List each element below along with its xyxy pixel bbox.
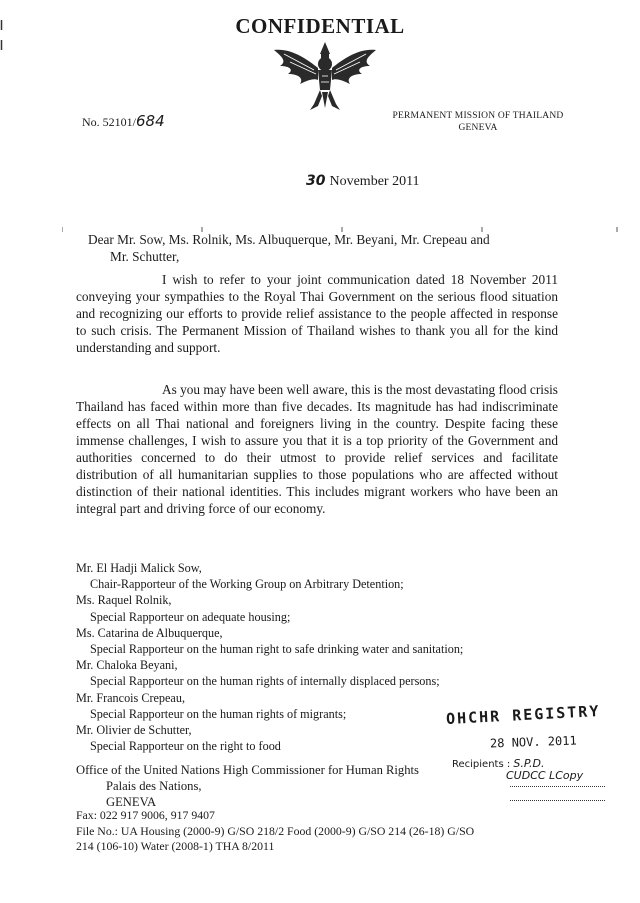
garuda-emblem-icon (270, 40, 380, 112)
stamp-dotted-line (510, 800, 605, 802)
file-line-1: File No.: UA Housing (2000-9) G/SO 218/2 Food (2000-9) G/SO 214 (26-18) G/SO (76, 823, 475, 838)
salutation-line-1: Dear Mr. Sow, Ms. Rolnik, Ms. Albuquerque, Mr. Beyani, Mr. Crepeau and (88, 232, 490, 247)
addressee-list (76, 560, 463, 754)
addressee-title: Special Rapporteur on the human right to safe drinking water and sanitation; (90, 642, 464, 657)
copy-handwritten: CUDCC LCopy (506, 769, 584, 782)
stamp-dotted-line (510, 786, 605, 788)
addressee-title: Special Rapporteur on the human rights of internally displaced persons; (90, 674, 440, 689)
salutation-line-2: Mr. Schutter, (110, 249, 180, 264)
addressee-name: Ms. Catarina de Albuquerque, (76, 625, 223, 640)
addressee-name: Mr. Francois Crepeau, (76, 690, 185, 705)
fold-tick-marks (62, 220, 622, 226)
mission-name: PERMANENT MISSION OF THAILAND (392, 111, 564, 121)
file-line-2: 214 (106-10) Water (2008-1) THA 8/2011 (76, 839, 275, 853)
registry-stamp-date: 28 NOV. 2011 (489, 733, 577, 751)
addressee-name: Mr. El Hadji Malick Sow, (76, 561, 202, 575)
addressee-title: Special Rapporteur on the human rights of migrants; (90, 706, 347, 721)
recipients-handwritten: S.P.D. (513, 757, 545, 770)
date-printed: November 2011 (329, 174, 420, 189)
office-line-2: Palais des Nations, (106, 779, 202, 793)
fax-line: Fax: 022 917 9006, 917 9407 (76, 808, 215, 822)
date-handwritten: 30 (306, 173, 326, 189)
body-paragraph-1: I wish to refer to your joint communication dated 18 November 2011 conveying your sympathies to the Royal Thai Government on the serious flood situation and recognizing our efforts to provide relief assistance to the people affected in response to such crisis. The Permanent Mission of Thailand wishes to thank you all for the kind understanding and support. (76, 272, 558, 355)
reference-handwritten: 684 (136, 112, 165, 130)
registry-stamp: OHCHR REGISTRY (445, 701, 601, 729)
reference-printed: No. 52101/ (82, 115, 136, 129)
reference-number (82, 112, 165, 130)
addressee-title: Special Rapporteur on the right to food (90, 739, 281, 754)
footer (76, 808, 474, 855)
classification-heading: CONFIDENTIAL (235, 14, 405, 38)
letter-date (306, 173, 420, 190)
mission-city: GENEVA (458, 123, 498, 133)
recipients-label: Recipients : (452, 759, 511, 770)
addressee-name: Ms. Raquel Rolnik, (76, 593, 172, 608)
office-line-3: GENEVA (106, 795, 157, 809)
office-line-1: Office of the United Nations High Commissioner for Human Rights (76, 763, 419, 777)
addressee-name: Mr. Olivier de Schutter, (76, 723, 192, 738)
addressee-title: Special Rapporteur on adequate housing; (90, 609, 291, 624)
addressee-name: Mr. Chaloka Beyani, (76, 658, 178, 673)
body-paragraph-2: As you may have been well aware, this is the most devastating flood crisis Thailand has faced within more than five decades. Its magnitude has had indiscriminate effects on all Thai national and foreigners living in the country. Despite facing these immense challenges, I wish to assure you that it is a top priority of the Government and authorities concerned to do their utmost to provide relief services and facilitate distribution of all humanitarian supplies to those populations who are affected without distinction of their national identities. This includes migrant workers who have been an integral part and driving force of our economy. (76, 382, 558, 516)
salutation (88, 231, 608, 265)
mission-letterhead (378, 110, 578, 134)
addressee-title: Chair-Rapporteur of the Working Group on Arbitrary Detention; (90, 577, 404, 592)
